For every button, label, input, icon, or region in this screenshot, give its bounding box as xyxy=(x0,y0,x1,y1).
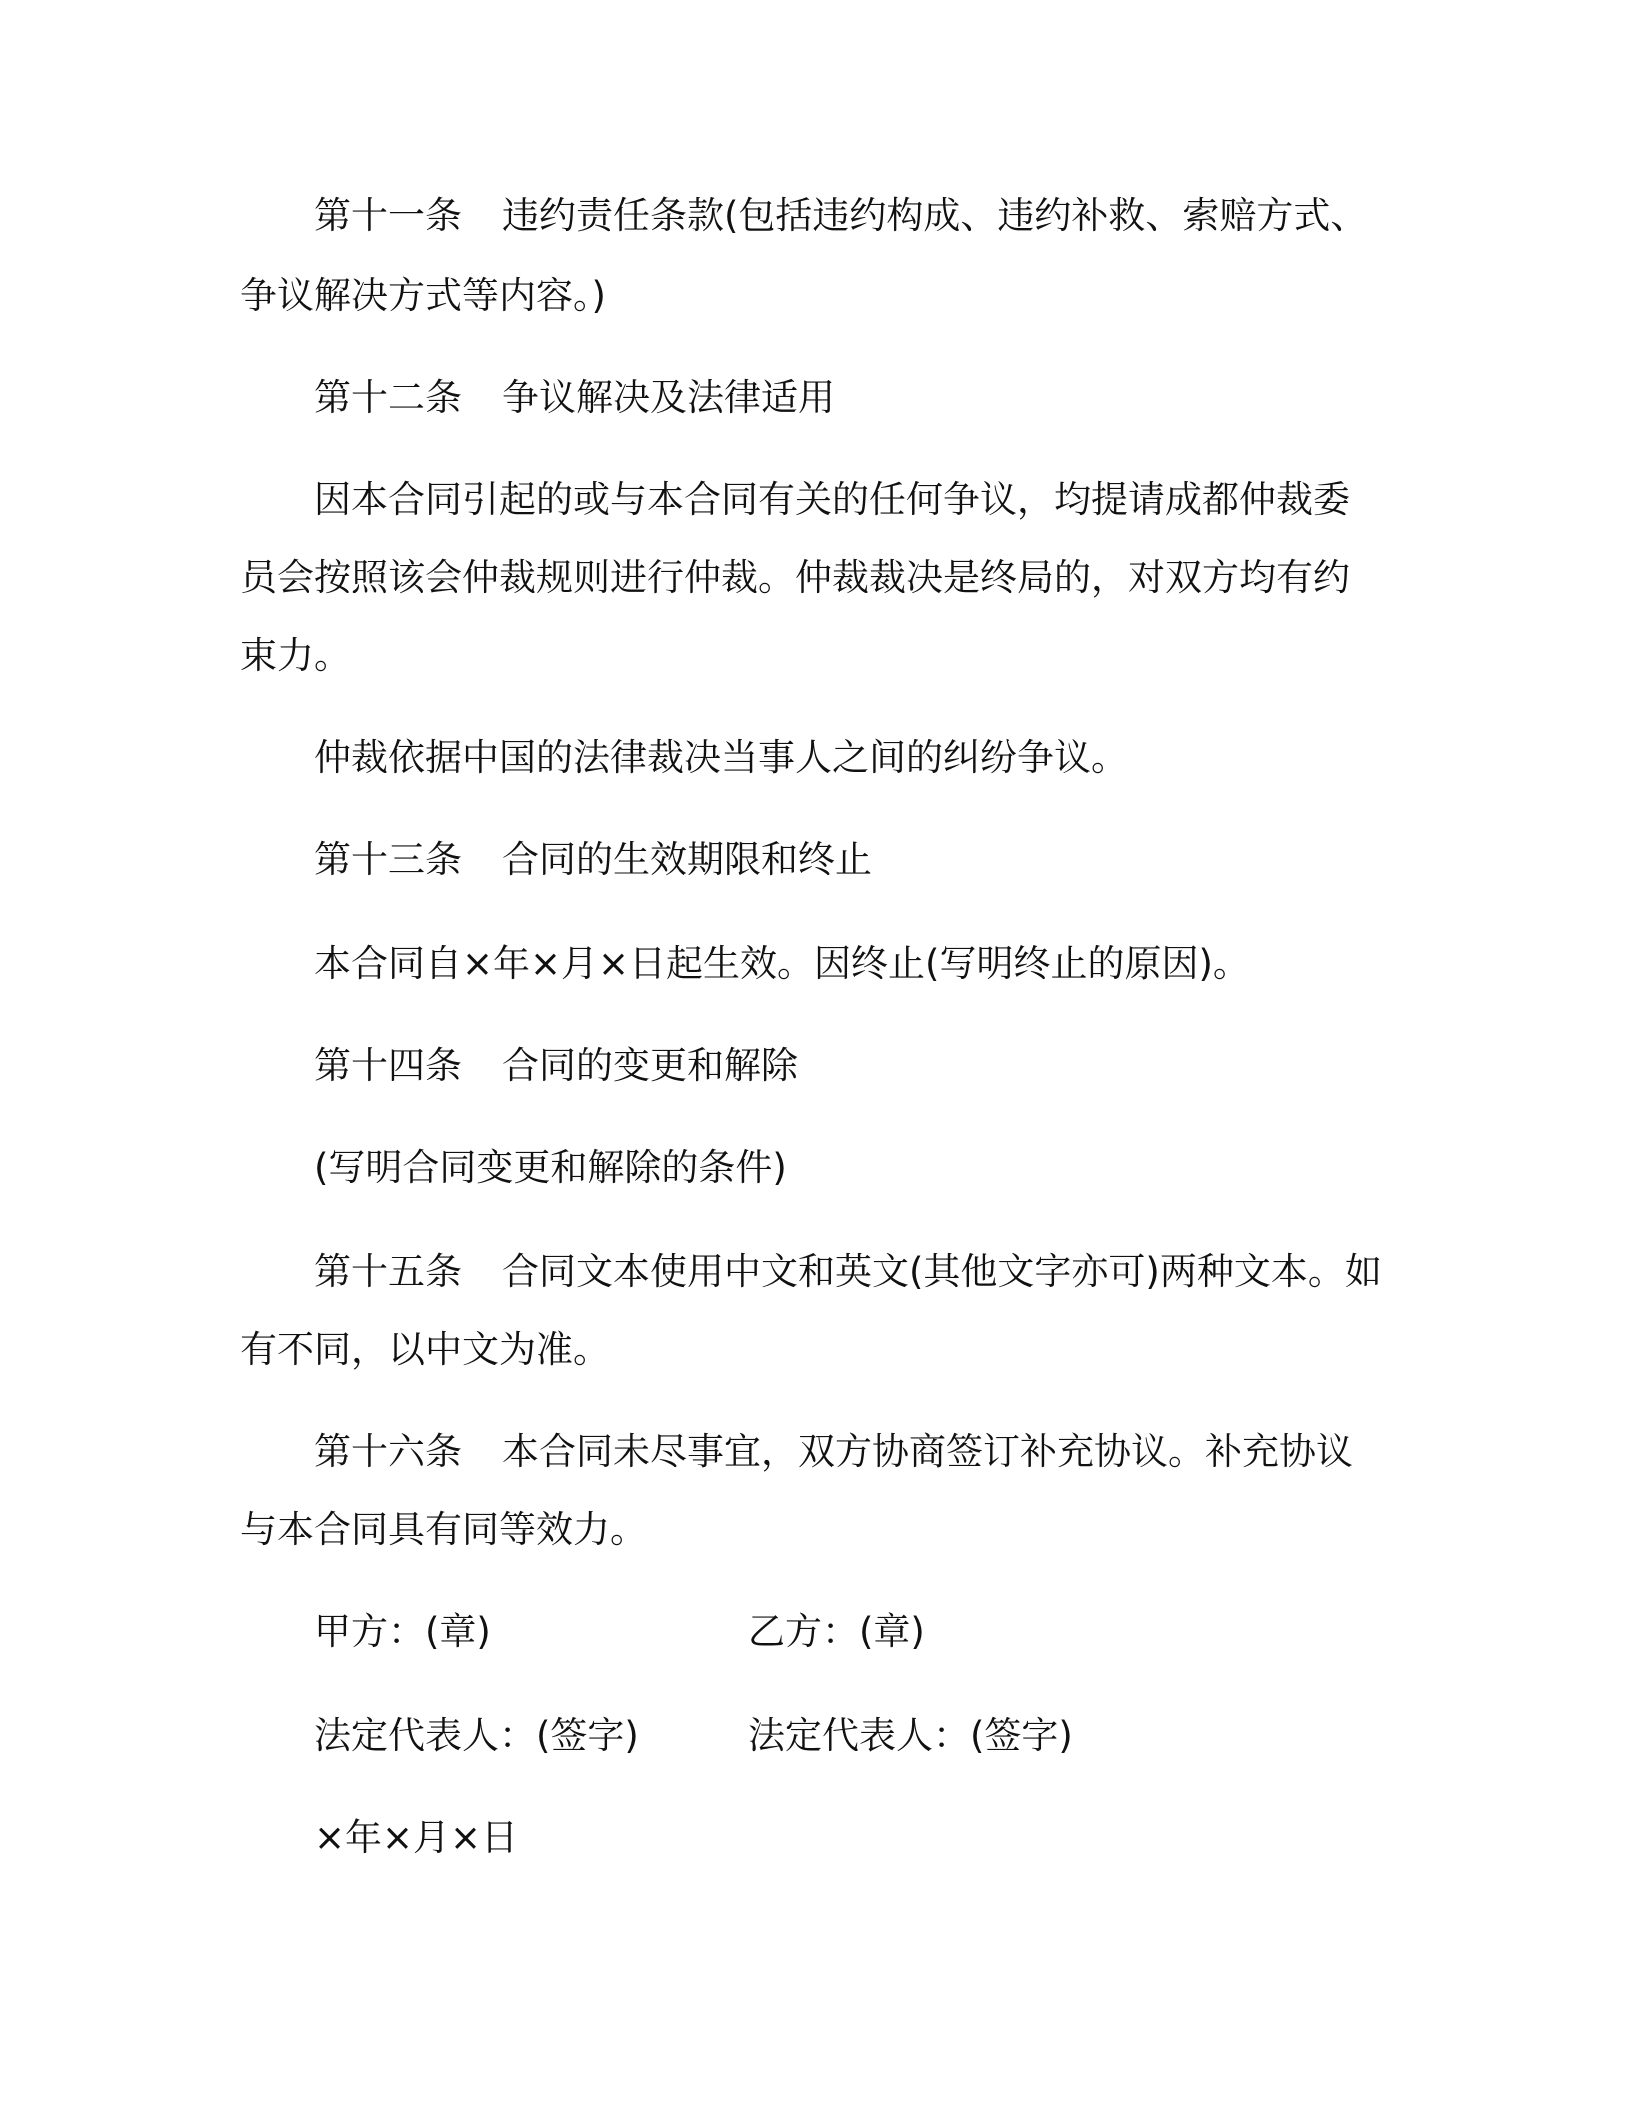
article-12-title: 争议解决及法律适用 xyxy=(502,376,835,419)
article-16-text: 本合同未尽事宜，双方协商签订补充协议。补充协议 xyxy=(502,1430,1353,1473)
article-12-para-1-line-2: 员会按照该会仲裁规则进行仲裁。仲裁裁决是终局的，对双方均有约 xyxy=(240,556,1350,599)
article-12-para-2: 仲裁依据中国的法律裁决当事人之间的纠纷争议。 xyxy=(314,736,1128,779)
article-16-line-1 xyxy=(314,1428,1353,1476)
article-12-number: 第十二条 xyxy=(314,376,462,419)
article-11-number: 第十一条 xyxy=(314,194,462,237)
article-13-title: 合同的生效期限和终止 xyxy=(502,838,872,881)
article-15-number: 第十五条 xyxy=(314,1250,462,1293)
article-12-para-1-line-3: 束力。 xyxy=(240,634,351,677)
party-b-seal: 乙方：(章) xyxy=(748,1610,925,1653)
article-15-text: 合同文本使用中文和英文(其他文字亦可)两种文本。如 xyxy=(502,1250,1382,1293)
article-13-body: 本合同自×年×月×日起生效。因终止(写明终止的原因)。 xyxy=(314,942,1250,985)
party-a-seal: 甲方：(章) xyxy=(314,1610,491,1653)
article-16-number: 第十六条 xyxy=(314,1430,462,1473)
article-14-heading xyxy=(314,1042,798,1090)
party-a-representative: 法定代表人：(签字) xyxy=(314,1714,639,1757)
article-12-heading xyxy=(314,374,835,422)
article-14-body: (写明合同变更和解除的条件) xyxy=(314,1146,787,1189)
article-12-para-1-line-1: 因本合同引起的或与本合同有关的任何争议，均提请成都仲裁委 xyxy=(314,478,1350,521)
party-b-representative: 法定代表人：(签字) xyxy=(748,1714,1073,1757)
article-14-title: 合同的变更和解除 xyxy=(502,1044,798,1087)
article-11-line-1 xyxy=(314,192,1367,240)
signing-date: ×年×月×日 xyxy=(314,1816,519,1859)
article-15-line-2: 有不同，以中文为准。 xyxy=(240,1328,610,1371)
article-13-heading xyxy=(314,836,872,884)
article-11-text: 违约责任条款(包括违约构成、违约补救、索赔方式、 xyxy=(502,194,1368,237)
article-11-line-2: 争议解决方式等内容。) xyxy=(240,274,606,317)
article-16-line-2: 与本合同具有同等效力。 xyxy=(240,1508,647,1551)
article-14-number: 第十四条 xyxy=(314,1044,462,1087)
article-13-number: 第十三条 xyxy=(314,838,462,881)
article-15-line-1 xyxy=(314,1248,1382,1296)
